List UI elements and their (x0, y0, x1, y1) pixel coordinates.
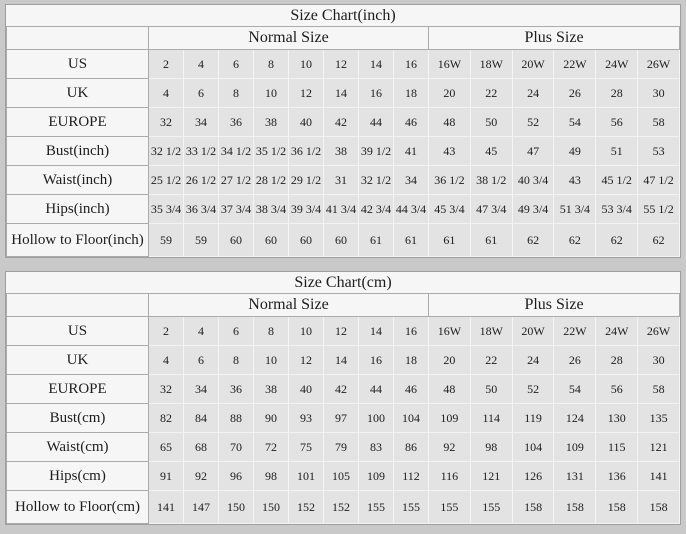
size-value-cell: 40 (289, 108, 324, 137)
size-value-cell: 14 (324, 346, 359, 375)
size-value-cell: 16 (394, 50, 429, 79)
row-label: Hollow to Floor(cm) (7, 491, 149, 524)
size-value-cell: 40 3/4 (512, 166, 554, 195)
size-value-cell: 155 (429, 491, 471, 524)
size-value-cell: 84 (184, 404, 219, 433)
size-value-cell: 4 (184, 317, 219, 346)
size-value-cell: 48 (429, 375, 471, 404)
row-label: UK (7, 79, 149, 108)
size-value-cell: 141 (638, 462, 680, 491)
table-row (7, 375, 680, 404)
corner-cell (7, 294, 149, 317)
size-value-cell: 30 (638, 346, 680, 375)
size-value-cell: 26 (554, 79, 596, 108)
size-value-cell: 36 1/2 (429, 166, 471, 195)
size-value-cell: 6 (184, 79, 219, 108)
size-value-cell: 44 3/4 (394, 195, 429, 224)
size-value-cell: 126 (512, 462, 554, 491)
column-group-label: Normal Size (149, 27, 429, 50)
size-value-cell: 100 (359, 404, 394, 433)
size-value-cell: 16 (359, 79, 394, 108)
size-value-cell: 24W (596, 50, 638, 79)
size-value-cell: 38 1/2 (470, 166, 512, 195)
table-row (7, 50, 680, 79)
size-value-cell: 55 1/2 (638, 195, 680, 224)
table-row (7, 195, 680, 224)
size-value-cell: 121 (638, 433, 680, 462)
size-value-cell: 18W (470, 50, 512, 79)
size-value-cell: 27 1/2 (219, 166, 254, 195)
size-value-cell: 98 (470, 433, 512, 462)
corner-cell (7, 27, 149, 50)
size-value-cell: 90 (254, 404, 289, 433)
size-value-cell: 59 (184, 224, 219, 257)
row-label: Hips(cm) (7, 462, 149, 491)
size-value-cell: 6 (184, 346, 219, 375)
size-value-cell: 46 (394, 375, 429, 404)
size-value-cell: 46 (394, 108, 429, 137)
row-label: US (7, 317, 149, 346)
size-value-cell: 32 1/2 (359, 166, 394, 195)
size-value-cell: 20W (512, 50, 554, 79)
size-value-cell: 75 (289, 433, 324, 462)
size-value-cell: 22W (554, 50, 596, 79)
size-value-cell: 50 (470, 375, 512, 404)
size-value-cell: 130 (596, 404, 638, 433)
size-value-cell: 86 (394, 433, 429, 462)
size-value-cell: 35 3/4 (149, 195, 184, 224)
size-value-cell: 26 (554, 346, 596, 375)
size-value-cell: 112 (394, 462, 429, 491)
size-value-cell: 155 (470, 491, 512, 524)
size-value-cell: 150 (254, 491, 289, 524)
size-value-cell: 8 (219, 346, 254, 375)
size-value-cell: 16 (359, 346, 394, 375)
size-value-cell: 155 (359, 491, 394, 524)
size-value-cell: 28 1/2 (254, 166, 289, 195)
size-value-cell: 158 (596, 491, 638, 524)
size-value-cell: 68 (184, 433, 219, 462)
row-label: Bust(inch) (7, 137, 149, 166)
size-value-cell: 60 (254, 224, 289, 257)
table-row (7, 137, 680, 166)
size-value-cell: 135 (638, 404, 680, 433)
size-value-cell: 158 (638, 491, 680, 524)
size-value-cell: 131 (554, 462, 596, 491)
size-value-cell: 47 1/2 (638, 166, 680, 195)
size-value-cell: 22 (470, 79, 512, 108)
size-value-cell: 147 (184, 491, 219, 524)
size-value-cell: 53 (638, 137, 680, 166)
size-value-cell: 141 (149, 491, 184, 524)
size-value-cell: 97 (324, 404, 359, 433)
table-row (7, 346, 680, 375)
size-value-cell: 41 3/4 (324, 195, 359, 224)
size-value-cell: 31 (324, 166, 359, 195)
size-value-cell: 28 (596, 346, 638, 375)
size-value-cell: 104 (394, 404, 429, 433)
size-value-cell: 2 (149, 317, 184, 346)
size-value-cell: 96 (219, 462, 254, 491)
size-value-cell: 28 (596, 79, 638, 108)
size-value-cell: 101 (289, 462, 324, 491)
size-value-cell: 152 (289, 491, 324, 524)
size-value-cell: 26 1/2 (184, 166, 219, 195)
size-value-cell: 116 (429, 462, 471, 491)
size-value-cell: 121 (470, 462, 512, 491)
size-value-cell: 8 (254, 317, 289, 346)
size-value-cell: 12 (289, 79, 324, 108)
size-value-cell: 59 (149, 224, 184, 257)
size-value-cell: 4 (184, 50, 219, 79)
size-value-cell: 92 (429, 433, 471, 462)
size-value-cell: 53 3/4 (596, 195, 638, 224)
table-row (7, 79, 680, 108)
size-value-cell: 2 (149, 50, 184, 79)
size-value-cell: 65 (149, 433, 184, 462)
size-value-cell: 98 (254, 462, 289, 491)
size-value-cell: 18 (394, 346, 429, 375)
size-value-cell: 29 1/2 (289, 166, 324, 195)
size-value-cell: 37 3/4 (219, 195, 254, 224)
size-value-cell: 62 (512, 224, 554, 257)
table-row (7, 166, 680, 195)
size-value-cell: 14 (324, 79, 359, 108)
size-value-cell: 24 (512, 346, 554, 375)
row-label: Waist(inch) (7, 166, 149, 195)
size-value-cell: 6 (219, 50, 254, 79)
size-value-cell: 24 (512, 79, 554, 108)
size-value-cell: 14 (359, 50, 394, 79)
size-value-cell: 50 (470, 108, 512, 137)
size-value-cell: 38 (254, 108, 289, 137)
size-value-cell: 62 (638, 224, 680, 257)
size-value-cell: 40 (289, 375, 324, 404)
size-value-cell: 109 (554, 433, 596, 462)
size-value-cell: 6 (219, 317, 254, 346)
size-value-cell: 82 (149, 404, 184, 433)
column-group-label: Normal Size (149, 294, 429, 317)
size-value-cell: 44 (359, 375, 394, 404)
size-value-cell: 150 (219, 491, 254, 524)
table-row (7, 433, 680, 462)
size-value-cell: 45 3/4 (429, 195, 471, 224)
size-value-cell: 49 (554, 137, 596, 166)
size-value-cell: 56 (596, 108, 638, 137)
table-row (7, 108, 680, 137)
size-value-cell: 38 (324, 137, 359, 166)
row-label: US (7, 50, 149, 79)
size-value-cell: 36 1/2 (289, 137, 324, 166)
size-value-cell: 47 3/4 (470, 195, 512, 224)
size-value-cell: 38 3/4 (254, 195, 289, 224)
size-value-cell: 8 (254, 50, 289, 79)
size-value-cell: 72 (254, 433, 289, 462)
size-value-cell: 12 (324, 50, 359, 79)
table-row (7, 224, 680, 257)
size-value-cell: 16W (429, 50, 471, 79)
table-row (7, 491, 680, 524)
size-value-cell: 18 (394, 79, 429, 108)
table-row (7, 404, 680, 433)
row-label: Bust(cm) (7, 404, 149, 433)
table-row (7, 317, 680, 346)
size-value-cell: 62 (596, 224, 638, 257)
size-value-cell: 115 (596, 433, 638, 462)
size-value-cell: 51 (596, 137, 638, 166)
size-chart-cm-table (6, 272, 680, 524)
size-value-cell: 52 (512, 108, 554, 137)
chart-title: Size Chart(cm) (7, 272, 680, 294)
size-value-cell: 44 (359, 108, 394, 137)
size-value-cell: 30 (638, 79, 680, 108)
size-value-cell: 54 (554, 108, 596, 137)
size-value-cell: 45 (470, 137, 512, 166)
size-value-cell: 22W (554, 317, 596, 346)
column-group-label: Plus Size (429, 27, 680, 50)
chart-title: Size Chart(inch) (7, 5, 680, 27)
size-value-cell: 42 (324, 108, 359, 137)
size-value-cell: 39 3/4 (289, 195, 324, 224)
size-value-cell: 20W (512, 317, 554, 346)
size-value-cell: 60 (219, 224, 254, 257)
size-value-cell: 10 (254, 346, 289, 375)
size-value-cell: 25 1/2 (149, 166, 184, 195)
size-value-cell: 70 (219, 433, 254, 462)
size-value-cell: 4 (149, 346, 184, 375)
size-value-cell: 48 (429, 108, 471, 137)
size-value-cell: 26W (638, 50, 680, 79)
size-value-cell: 104 (512, 433, 554, 462)
size-value-cell: 109 (359, 462, 394, 491)
size-value-cell: 119 (512, 404, 554, 433)
size-value-cell: 152 (324, 491, 359, 524)
size-value-cell: 16 (394, 317, 429, 346)
size-value-cell: 12 (289, 346, 324, 375)
size-value-cell: 91 (149, 462, 184, 491)
size-value-cell: 24W (596, 317, 638, 346)
size-value-cell: 54 (554, 375, 596, 404)
row-label: Waist(cm) (7, 433, 149, 462)
size-value-cell: 32 (149, 375, 184, 404)
column-group-label: Plus Size (429, 294, 680, 317)
size-value-cell: 32 1/2 (149, 137, 184, 166)
size-value-cell: 62 (554, 224, 596, 257)
row-label: Hips(inch) (7, 195, 149, 224)
size-value-cell: 58 (638, 108, 680, 137)
size-value-cell: 92 (184, 462, 219, 491)
size-value-cell: 136 (596, 462, 638, 491)
size-value-cell: 105 (324, 462, 359, 491)
size-value-cell: 39 1/2 (359, 137, 394, 166)
size-value-cell: 158 (554, 491, 596, 524)
size-value-cell: 58 (638, 375, 680, 404)
size-value-cell: 10 (289, 50, 324, 79)
size-value-cell: 88 (219, 404, 254, 433)
size-value-cell: 4 (149, 79, 184, 108)
size-value-cell: 10 (254, 79, 289, 108)
size-value-cell: 8 (219, 79, 254, 108)
row-label: UK (7, 346, 149, 375)
size-value-cell: 52 (512, 375, 554, 404)
size-value-cell: 158 (512, 491, 554, 524)
size-chart-inch-table (6, 5, 680, 257)
size-value-cell: 20 (429, 79, 471, 108)
size-value-cell: 36 3/4 (184, 195, 219, 224)
size-value-cell: 49 3/4 (512, 195, 554, 224)
size-value-cell: 33 1/2 (184, 137, 219, 166)
size-value-cell: 18W (470, 317, 512, 346)
size-value-cell: 93 (289, 404, 324, 433)
row-label: Hollow to Floor(inch) (7, 224, 149, 257)
row-label: EUROPE (7, 108, 149, 137)
size-value-cell: 61 (394, 224, 429, 257)
size-value-cell: 56 (596, 375, 638, 404)
size-value-cell: 45 1/2 (596, 166, 638, 195)
row-label: EUROPE (7, 375, 149, 404)
size-value-cell: 61 (429, 224, 471, 257)
size-value-cell: 61 (470, 224, 512, 257)
size-value-cell: 43 (554, 166, 596, 195)
size-value-cell: 10 (289, 317, 324, 346)
size-value-cell: 60 (324, 224, 359, 257)
size-value-cell: 61 (359, 224, 394, 257)
size-value-cell: 20 (429, 346, 471, 375)
size-value-cell: 42 (324, 375, 359, 404)
size-value-cell: 79 (324, 433, 359, 462)
size-chart-cm (5, 271, 681, 525)
size-value-cell: 43 (429, 137, 471, 166)
size-value-cell: 60 (289, 224, 324, 257)
size-value-cell: 42 3/4 (359, 195, 394, 224)
size-value-cell: 36 (219, 108, 254, 137)
size-chart-inch (5, 4, 681, 258)
size-value-cell: 35 1/2 (254, 137, 289, 166)
table-row (7, 462, 680, 491)
size-value-cell: 155 (394, 491, 429, 524)
size-value-cell: 32 (149, 108, 184, 137)
size-value-cell: 114 (470, 404, 512, 433)
size-value-cell: 109 (429, 404, 471, 433)
size-value-cell: 22 (470, 346, 512, 375)
size-value-cell: 26W (638, 317, 680, 346)
size-value-cell: 83 (359, 433, 394, 462)
size-value-cell: 51 3/4 (554, 195, 596, 224)
size-value-cell: 34 (184, 375, 219, 404)
size-value-cell: 34 (184, 108, 219, 137)
size-value-cell: 12 (324, 317, 359, 346)
size-value-cell: 36 (219, 375, 254, 404)
size-value-cell: 14 (359, 317, 394, 346)
size-value-cell: 34 1/2 (219, 137, 254, 166)
size-value-cell: 38 (254, 375, 289, 404)
size-value-cell: 16W (429, 317, 471, 346)
size-value-cell: 124 (554, 404, 596, 433)
size-value-cell: 47 (512, 137, 554, 166)
size-value-cell: 34 (394, 166, 429, 195)
size-value-cell: 41 (394, 137, 429, 166)
